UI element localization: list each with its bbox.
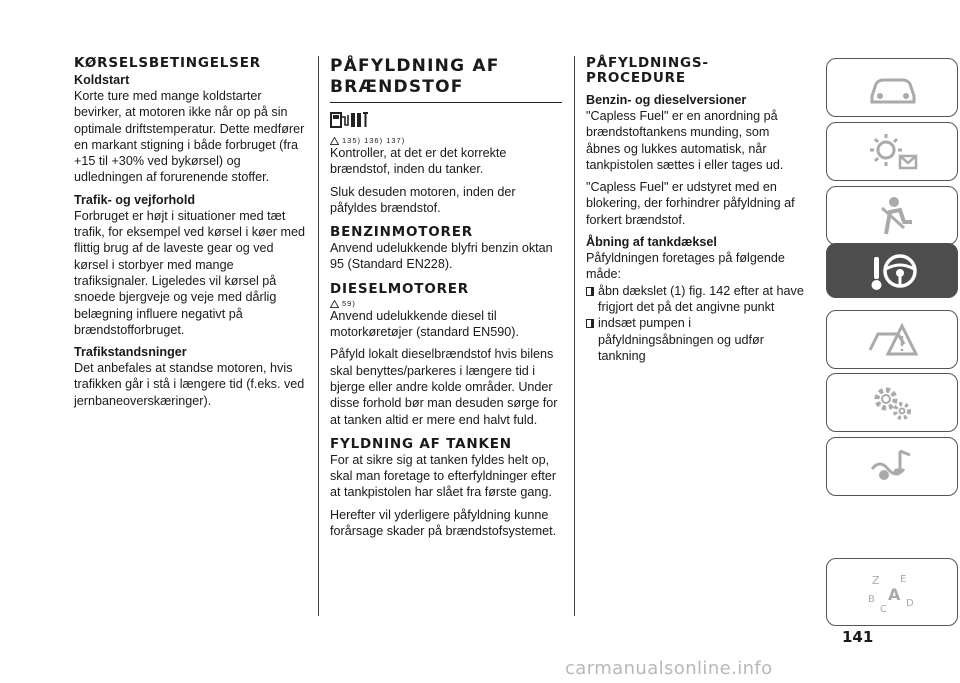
- maintenance-gears-icon: [864, 381, 920, 425]
- paragraph: Det anbefales at standse motoren, hvis trafikken går i stå i længere tid (f.eks. ved jernbaneoverskæringer).: [74, 361, 305, 408]
- column-1: [74, 56, 306, 409]
- tab-multimedia[interactable]: [826, 437, 958, 496]
- reference-numbers: 135) 136) 137): [342, 136, 406, 145]
- warning-lights-icon: [864, 130, 920, 174]
- svg-text:C: C: [880, 604, 887, 614]
- column-2: [330, 56, 562, 539]
- subsection-heading-diesel: DIESELMOTORER: [330, 280, 470, 297]
- svg-text:B: B: [868, 594, 875, 605]
- multimedia-icon: [864, 445, 920, 489]
- column-divider: [574, 56, 575, 616]
- paragraph: Kontroller, at det er det korrekte brændstof, inden du tanker.: [330, 146, 507, 177]
- paragraph: "Capless Fuel" er en anordning på brændstoftankens munding, som åbnes og lukkes automatisk, når tankpistolen sættes i eller tages ud.: [586, 109, 784, 172]
- subheading-koldstart: Koldstart: [74, 73, 130, 87]
- paragraph: Påfyld lokalt dieselbrændstof hvis bilens skal benyttes/parkeres i længere tid i bjerge eller andre kolde områder. Under disse forhold bør man desuden sørge for at tanken altid er mere end halvt fuld.: [330, 347, 558, 427]
- list-item: [586, 315, 806, 364]
- column-divider: [318, 56, 319, 616]
- car-dashboard-icon: [864, 66, 920, 110]
- section-heading: KØRSELSBETINGELSER: [74, 55, 261, 71]
- tab-starting-driving[interactable]: [826, 243, 958, 298]
- tab-safety[interactable]: [826, 186, 958, 245]
- subheading-trafik: Trafik- og vejforhold: [74, 192, 196, 207]
- svg-text:D: D: [906, 598, 914, 609]
- paragraph: Påfyldningen foretages på følgende måde:: [586, 251, 785, 282]
- paragraph: "Capless Fuel" er udstyret med en blokering, der forhindrer påfyldning af forkert brændstof.: [586, 180, 795, 227]
- fuel-pump-icon: [330, 109, 370, 129]
- warning-triangle-icon: [330, 137, 339, 145]
- paragraph: Anvend udelukkende blyfri benzin oktan 95 (Standard EN228).: [330, 241, 553, 272]
- subsection-heading-fyldning: FYLDNING AF TANKEN: [330, 435, 512, 452]
- paragraph: Sluk desuden motoren, inden der påfyldes brændstof.: [330, 184, 516, 215]
- alphabet-index-icon: [864, 570, 920, 614]
- tab-car-dashboard[interactable]: [826, 58, 958, 117]
- emergency-triangle-icon: [864, 318, 920, 362]
- svg-text:E: E: [900, 574, 907, 585]
- reference-numbers: 59): [342, 298, 356, 308]
- paragraph: For at sikre sig at tanken fyldes helt op, skal man foretage to efterfyldninger efter at tankpistolen har slået fra første gang.: [330, 452, 557, 500]
- steering-wheel-key-icon: [864, 249, 920, 293]
- warning-refs: [330, 299, 562, 308]
- tab-emergency[interactable]: [826, 310, 958, 369]
- list-item: [586, 283, 806, 316]
- tab-index[interactable]: [826, 558, 958, 626]
- section-heading: PÅFYLDNING AF BRÆNDSTOF: [330, 56, 562, 103]
- list-item-text: åbn dækslet (1) fig. 142 efter at have frigjort det på det angivne punkt: [598, 283, 804, 314]
- paragraph: Korte ture med mange koldstarter bevirker, at motoren ikke når op på sin optimale driftstemperatur. Dette medfører en markant stigning i både forbruget (fra +15 til +30% ved bykørsel) og udledningen af forurenende stoffer.: [74, 89, 305, 185]
- svg-text:A: A: [888, 585, 901, 604]
- bullet-icon: [586, 319, 594, 328]
- section-heading: PÅFYLDNINGS-PROCEDURE: [586, 55, 709, 86]
- paragraph: Herefter vil yderligere påfyldning kunne forårsage skader på brændstofsystemet.: [330, 507, 557, 539]
- airbag-safety-icon: [864, 194, 920, 238]
- subsection-heading-benzin: BENZINMOTORER: [330, 224, 473, 241]
- svg-text:Z: Z: [872, 574, 880, 587]
- watermark: carmanualsonline.info: [565, 658, 773, 679]
- column-3: [586, 56, 806, 364]
- subheading-aabning: Åbning af tankdæksel: [586, 235, 717, 250]
- paragraph: Anvend udelukkende diesel til motorkøretøjer (standard EN590).: [330, 308, 519, 340]
- bullet-icon: [586, 287, 594, 296]
- warning-triangle-icon: [330, 300, 339, 308]
- warning-refs: [330, 136, 562, 145]
- subheading-versioner: Benzin- og dieselversioner: [586, 93, 747, 107]
- paragraph: Forbruget er højt i situationer med tæt trafik, for eksempel ved kørsel i køer med flittig brug af de laveste gear og ved kørsel i storbyer med mange trafiksignaler. Ligeledes vil kørsel på snoede bjergveje og veje med dårlig belægning influere negativt på brændstofforbruget.: [74, 208, 305, 337]
- list-item-text: indsæt pumpen i påfyldningsåbningen og udfør tankning: [598, 316, 764, 363]
- subheading-trafikstandsninger: Trafikstandsninger: [74, 345, 187, 360]
- page-number: 141: [842, 628, 874, 646]
- tab-maintenance[interactable]: [826, 373, 958, 432]
- tab-warning-lights[interactable]: [826, 122, 958, 181]
